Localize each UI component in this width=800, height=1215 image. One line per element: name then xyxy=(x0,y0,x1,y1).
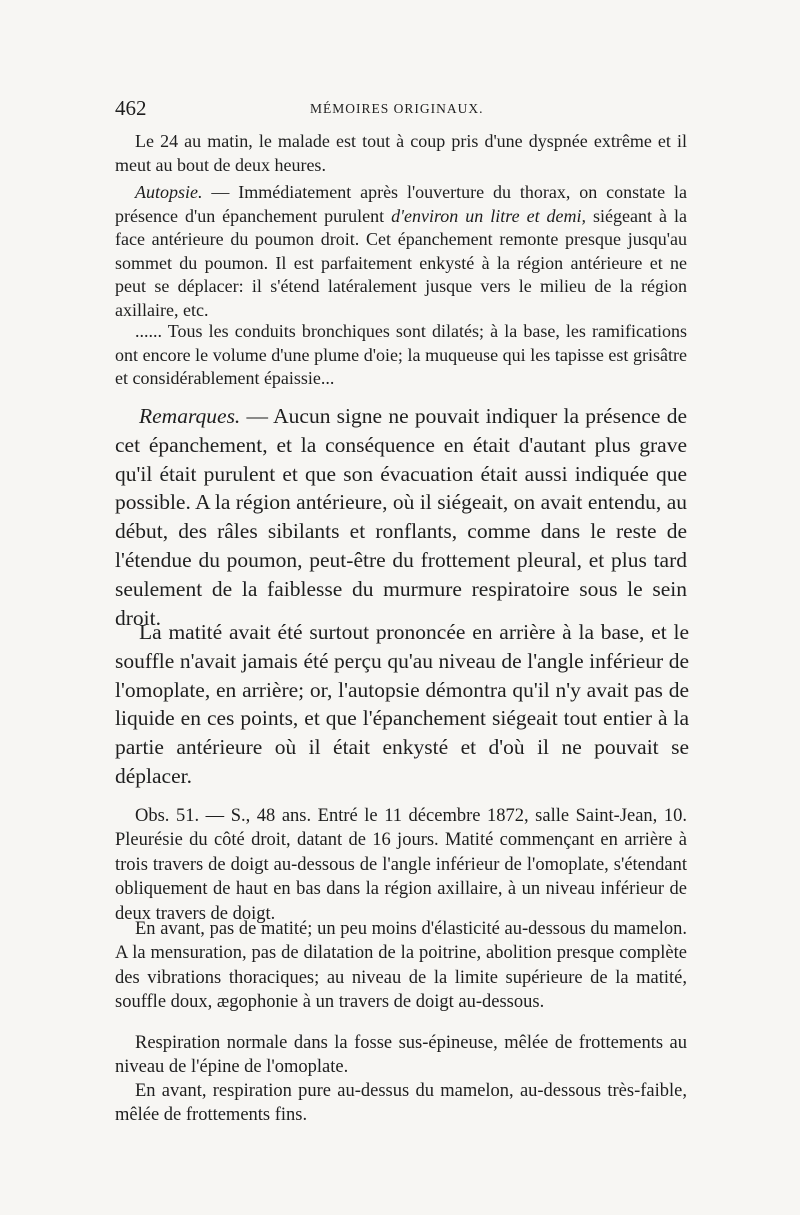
paragraph-respiration: Respiration normale dans la fosse sus-épineuse, mêlée de frottements au niveau de l'épine de l'omoplate. xyxy=(115,1033,687,1078)
paragraph-remarques xyxy=(115,402,687,632)
paragraph-en-avant-respiration: En avant, respiration pure au-dessus du mamelon, au-dessous très-faible, mêlée de frottements fins. xyxy=(115,1081,687,1126)
remarques-text: — Aucun signe ne pouvait indiquer la présence de cet épanchement, et la conséquence en était d'autant plus grave qu'il était purulent et que son évacuation était aussi indiquée que possible. A la région antérieure, où il siégeait, on avait entendu, au début, des râles sibilants et ronflants, comme dans le reste de l'étendue du poumon, peut-être du frottement pleural, et plus tard seulement de la faiblesse du murmure respiratoire sous le sein droit. xyxy=(115,404,687,630)
page-number: 462 xyxy=(115,96,147,120)
running-title: MÉMOIRES ORIGINAUX. xyxy=(310,101,484,116)
autopsie-italic: d'environ un litre et demi, xyxy=(391,205,587,226)
paragraph-en-avant: En avant, pas de matité; un peu moins d'élasticité au-dessous du mamelon. A la mensuration, pas de dilatation de la poitrine, abolition presque complète des vibrations thoraciques; au niveau de la limite supérieure de la matité, souffle doux, ægophonie à un travers de doigt au-dessous. xyxy=(115,919,687,1013)
paragraph-bronches: ...... Tous les conduits bronchiques sont dilatés; à la base, les ramifications ont encore le volume d'une plume d'oie; la muqueuse qui les tapisse est grisâtre et considérablement épaissie... xyxy=(115,321,687,389)
paragraph-autopsie xyxy=(115,181,687,323)
remarques-label: Remarques. xyxy=(139,404,241,428)
autopsie-text-b: siégeant à la face antérieure du poumon droit. Cet épanchement remonte presque jusqu'au sommet du poumon. Il est parfaitement enkysté à la région antérieure et ne peut se déplacer: il s'étend latéralement jusque vers le milieu de la région axillaire, etc. xyxy=(115,205,687,320)
page-header xyxy=(115,96,690,126)
autopsie-label: Autopsie. xyxy=(135,182,203,202)
paragraph-matite: La matité avait été surtout prononcée en arrière à la base, et le souffle n'avait jamais été perçu qu'au niveau de l'angle inférieur de l'omoplate, en arrière; or, l'autopsie démontra qu'il n'y avait pas de liquide en ces points, et que l'épanchement siégeait tout entier à la partie antérieure où il était enkysté et d'où il ne pouvait se déplacer. xyxy=(115,620,689,788)
paragraph-death: Le 24 au matin, le malade est tout à coup pris d'une dyspnée extrême et il meut au bout de deux heures. xyxy=(115,131,687,175)
autopsie-text-a: — Immédiatement après l'ouverture du thorax, on constate la présence d'un épanchement purulent xyxy=(115,182,687,226)
paragraph-obs-51: Obs. 51. — S., 48 ans. Entré le 11 décembre 1872, salle Saint-Jean, 10. Pleurésie du côté droit, datant de 16 jours. Matité commençant en arrière à trois travers de doigt au-dessous de l'angle inférieur de l'omoplate, s'étendant obliquement de haut en bas dans la région axillaire, à un niveau inférieur de deux travers de doigt. xyxy=(115,806,687,924)
